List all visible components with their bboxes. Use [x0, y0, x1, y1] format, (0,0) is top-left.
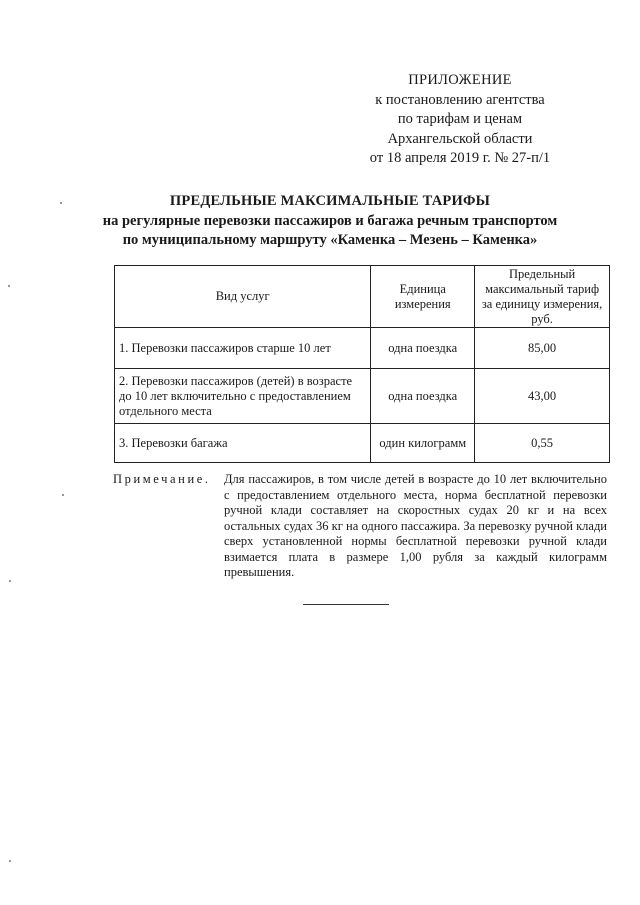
note-block	[113, 472, 607, 581]
appendix-title: ПРИЛОЖЕНИЕ	[408, 72, 512, 88]
header-service: Вид услуг	[115, 266, 371, 328]
cell-price: 0,55	[475, 424, 610, 463]
appendix-line-1: к постановлению агентства	[375, 91, 545, 108]
appendix-block	[350, 71, 570, 169]
scan-speck	[8, 285, 10, 287]
cell-price: 85,00	[475, 328, 610, 369]
table-row	[115, 369, 610, 424]
cell-unit: одна поездка	[371, 369, 475, 424]
scan-speck	[9, 860, 11, 862]
cell-unit: один килограмм	[371, 424, 475, 463]
header-tariff: Предельный максимальный тариф за единицу измерения, руб.	[475, 266, 610, 328]
tariff-table	[114, 265, 610, 463]
closing-divider	[303, 604, 389, 605]
table-row	[115, 424, 610, 463]
appendix-line-4: от 18 апреля 2019 г. № 27-п/1	[369, 150, 551, 166]
document-title: ПРЕДЕЛЬНЫЕ МАКСИМАЛЬНЫЕ ТАРИФЫ	[169, 193, 491, 209]
cell-service: 1. Перевозки пассажиров старше 10 лет	[115, 328, 371, 369]
document-subtitle-1: на регулярные перевозки пассажиров и багажа речным транспортом	[102, 212, 558, 229]
cell-unit: одна поездка	[371, 328, 475, 369]
scan-speck	[60, 202, 62, 204]
table-body	[115, 328, 610, 463]
scan-speck	[9, 580, 11, 582]
document-subtitle-2: по муниципальному маршруту «Каменка – Мезень – Каменка»	[122, 232, 538, 248]
cell-service: 3. Перевозки багажа	[115, 424, 371, 463]
note-label: Примечание.	[113, 472, 211, 486]
table-header-row	[115, 266, 610, 328]
appendix-line-2: по тарифам и ценам	[397, 111, 523, 127]
table-header	[115, 266, 610, 328]
cell-price: 43,00	[475, 369, 610, 424]
document-heading	[60, 192, 600, 251]
appendix-line-3: Архангельской области	[387, 130, 533, 147]
table-row	[115, 328, 610, 369]
cell-service: 2. Перевозки пассажиров (детей) в возрасте до 10 лет включительно с предоставлением отдельного места	[115, 369, 371, 424]
header-unit: Единица измерения	[371, 266, 475, 328]
scan-speck	[62, 494, 64, 496]
note-text: Для пассажиров, в том числе детей в возрасте до 10 лет включительно с предоставлением отдельного места, норма бесплатной перевозки ручной клади составляет на скоростных судах 20 кг и на всех остальных судах 36 кг на одного пассажира. За перевозку ручной клади сверх установленной нормы бесплатной перевозки ручной клади взимается плата в размере 1,00 рубля за каждый килограмм превышения.	[224, 472, 607, 579]
